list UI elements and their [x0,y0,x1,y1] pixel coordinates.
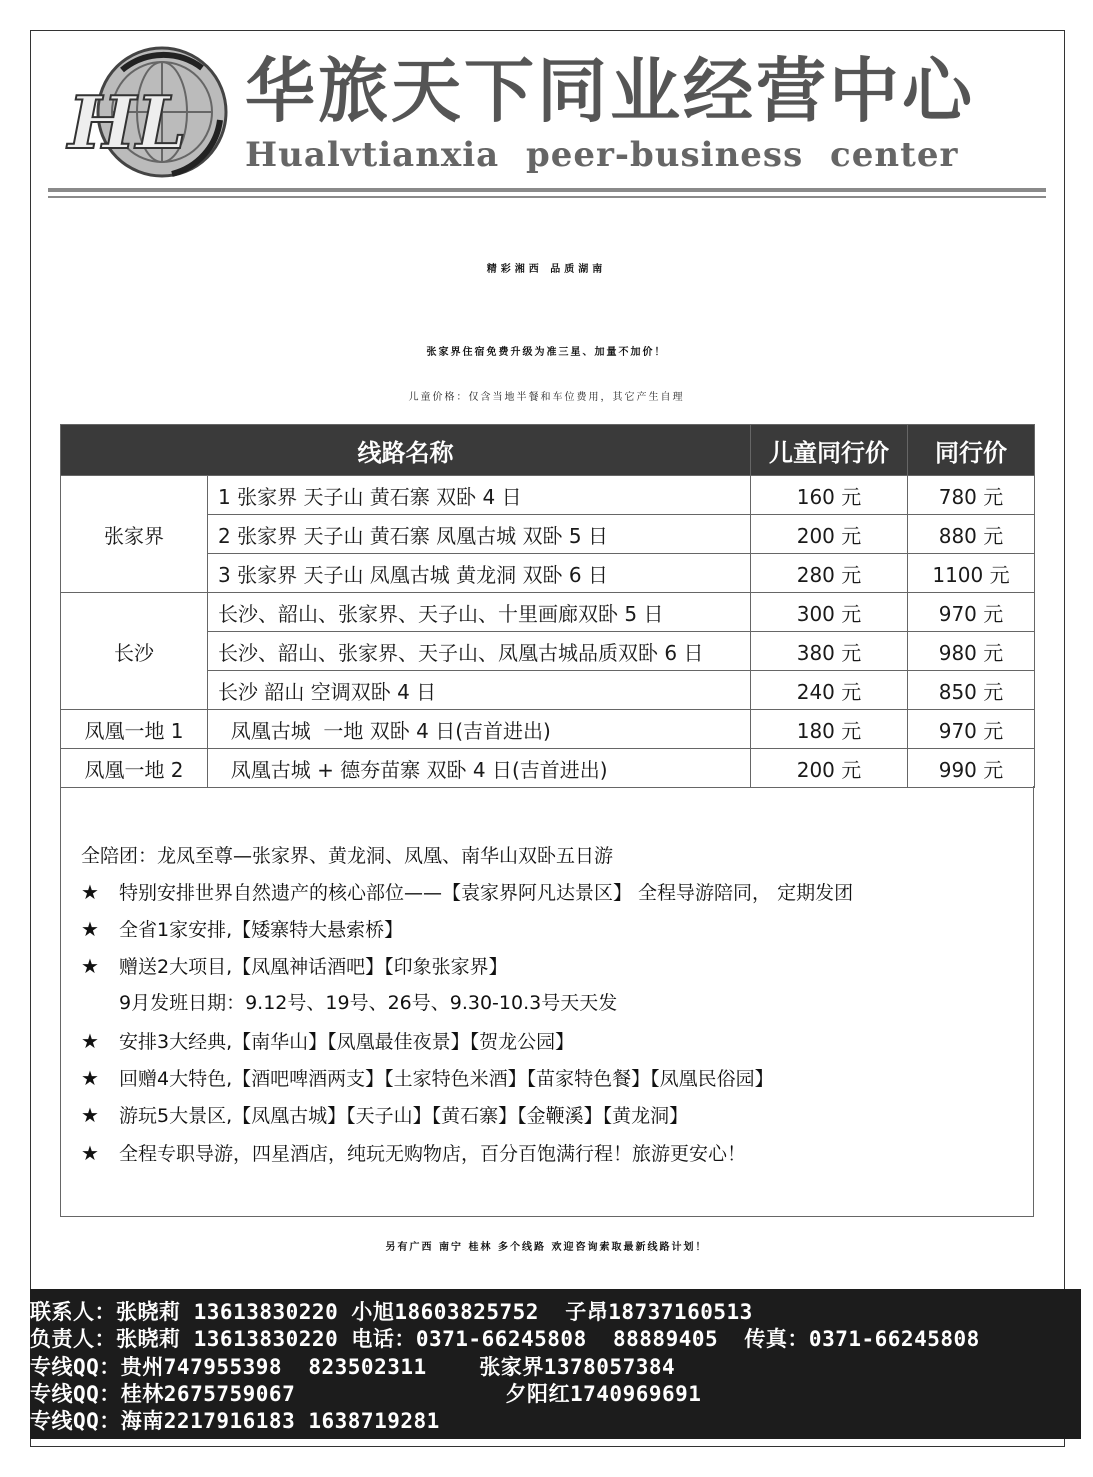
peer-price: 970 元 [908,593,1035,632]
table-row [61,671,1035,710]
company-name-cn: 华旅天下同业经营中心 [245,50,975,132]
list-item-text: 特别安排世界自然遗产的核心部位——【袁家界阿凡达景区】 全程导游陪同， 定期发团 [119,882,854,904]
list-item [81,878,853,907]
route-name: 长沙 韶山 空调双卧 4 日 [208,671,751,710]
star-icon: ★ [81,1141,99,1165]
headline: 精彩湘西 品质湖南 [486,264,607,275]
table-row [61,554,1035,593]
company-logo [52,40,232,180]
schedule-dates: 9月发班日期：9.12号、19号、26号、9.30-10.3号天天发 [119,992,618,1014]
notes-title: 全陪团：龙凤至尊—张家界、黄龙洞、凤凰、南华山双卧五日游 [81,845,614,867]
route-name: 长沙、韶山、张家界、天子山、凤凰古城品质双卧 6 日 [208,632,751,671]
itinerary-notes [60,786,1034,1217]
star-icon: ★ [81,880,99,904]
star-icon: ★ [81,954,99,978]
table-row [61,476,1035,515]
list-item [81,1101,688,1130]
child-price: 380 元 [751,632,908,671]
peer-price: 1100 元 [908,554,1035,593]
list-item [81,915,403,944]
peer-price: 980 元 [908,632,1035,671]
table-row [61,515,1035,554]
table-row [61,632,1035,671]
route-name: 2 张家界 天子山 黄石寨 凤凰古城 双卧 5 日 [208,515,751,554]
divider [48,188,1046,192]
subheadline-child-price: 儿童价格：仅含当地半餐和车位费用，其它产生自理 [408,392,685,403]
contact-line: 专线QQ：海南2217916183 1638719281 [30,1409,440,1433]
star-icon: ★ [81,1029,99,1053]
list-item [81,1139,746,1168]
list-item-text: 安排3大经典,【南华山】【凤凰最佳夜景】【贺龙公园】 [119,1031,575,1053]
region-cell: 长沙 [61,593,208,710]
child-price: 160 元 [751,476,908,515]
col-header-route: 线路名称 [61,425,751,476]
route-name: 长沙、韶山、张家界、天子山、十里画廊双卧 5 日 [208,593,751,632]
region-cell: 张家界 [61,476,208,593]
table-row [61,593,1035,632]
route-name: 3 张家界 天子山 凤凰古城 黄龙洞 双卧 6 日 [208,554,751,593]
star-icon: ★ [81,1066,99,1090]
child-price: 300 元 [751,593,908,632]
peer-price: 780 元 [908,476,1035,515]
list-item-text: 回赠4大特色,【酒吧啤酒两支】【土家特色米酒】【苗家特色餐】【凤凰民俗园】 [119,1068,774,1090]
route-price-table [60,424,1035,788]
region-cell: 凤凰一地 1 [61,710,208,749]
list-item [81,1027,574,1056]
list-item-text: 赠送2大项目,【凤凰神话酒吧】【印象张家界】 [119,956,508,978]
star-icon: ★ [81,917,99,941]
contact-line: 专线QQ：桂林2675759067 夕阳红1740969691 [30,1382,702,1406]
route-name: 凤凰古城 + 德夯苗寨 双卧 4 日(吉首进出) [208,749,751,788]
route-name: 凤凰古城 一地 双卧 4 日(吉首进出) [208,710,751,749]
peer-price: 990 元 [908,749,1035,788]
table-row [61,749,1035,788]
company-name-en: Hualvtianxia peer-business center [245,135,959,175]
child-price: 200 元 [751,749,908,788]
contact-line: 专线QQ：贵州747955398 823502311 张家界1378057384 [30,1355,676,1379]
peer-price: 970 元 [908,710,1035,749]
list-item [81,952,508,981]
list-item-text: 全程专职导游，四星酒店，纯玩无购物店，百分百饱满行程！旅游更安心！ [119,1143,747,1165]
region-cell: 凤凰一地 2 [61,749,208,788]
table-row [61,710,1035,749]
peer-price: 880 元 [908,515,1035,554]
child-price: 280 元 [751,554,908,593]
child-price: 240 元 [751,671,908,710]
contact-line: 联系人：张晓莉 13613830220 小旭18603825752 子昂18737160513 [30,1300,753,1324]
route-name: 1 张家界 天子山 黄石寨 双卧 4 日 [208,476,751,515]
contact-panel [30,1289,1081,1439]
list-item-text: 游玩5大景区,【凤凰古城】【天子山】【黄石寨】【金鞭溪】【黄龙洞】 [119,1105,689,1127]
list-item [81,1064,774,1093]
star-icon: ★ [81,1103,99,1127]
child-price: 200 元 [751,515,908,554]
child-price: 180 元 [751,710,908,749]
peer-price: 850 元 [908,671,1035,710]
subheadline-upgrade: 张家界住宿免费升级为准三星、加量不加价！ [426,347,667,358]
col-header-price: 同行价 [908,425,1035,476]
table-header-row [61,425,1035,476]
col-header-child-price: 儿童同行价 [751,425,908,476]
more-routes-banner: 另有广西 南宁 桂林 多个线路 欢迎咨询索取最新线路计划！ [385,1242,708,1253]
list-item-text: 全省1家安排,【矮寨特大悬索桥】 [119,919,404,941]
svg-text:HL: HL [68,80,187,165]
contact-line: 负责人：张晓莉 13613830220 电话：0371-66245808 88889405 传真：0371-66245808 [30,1327,980,1351]
divider [48,196,1046,198]
